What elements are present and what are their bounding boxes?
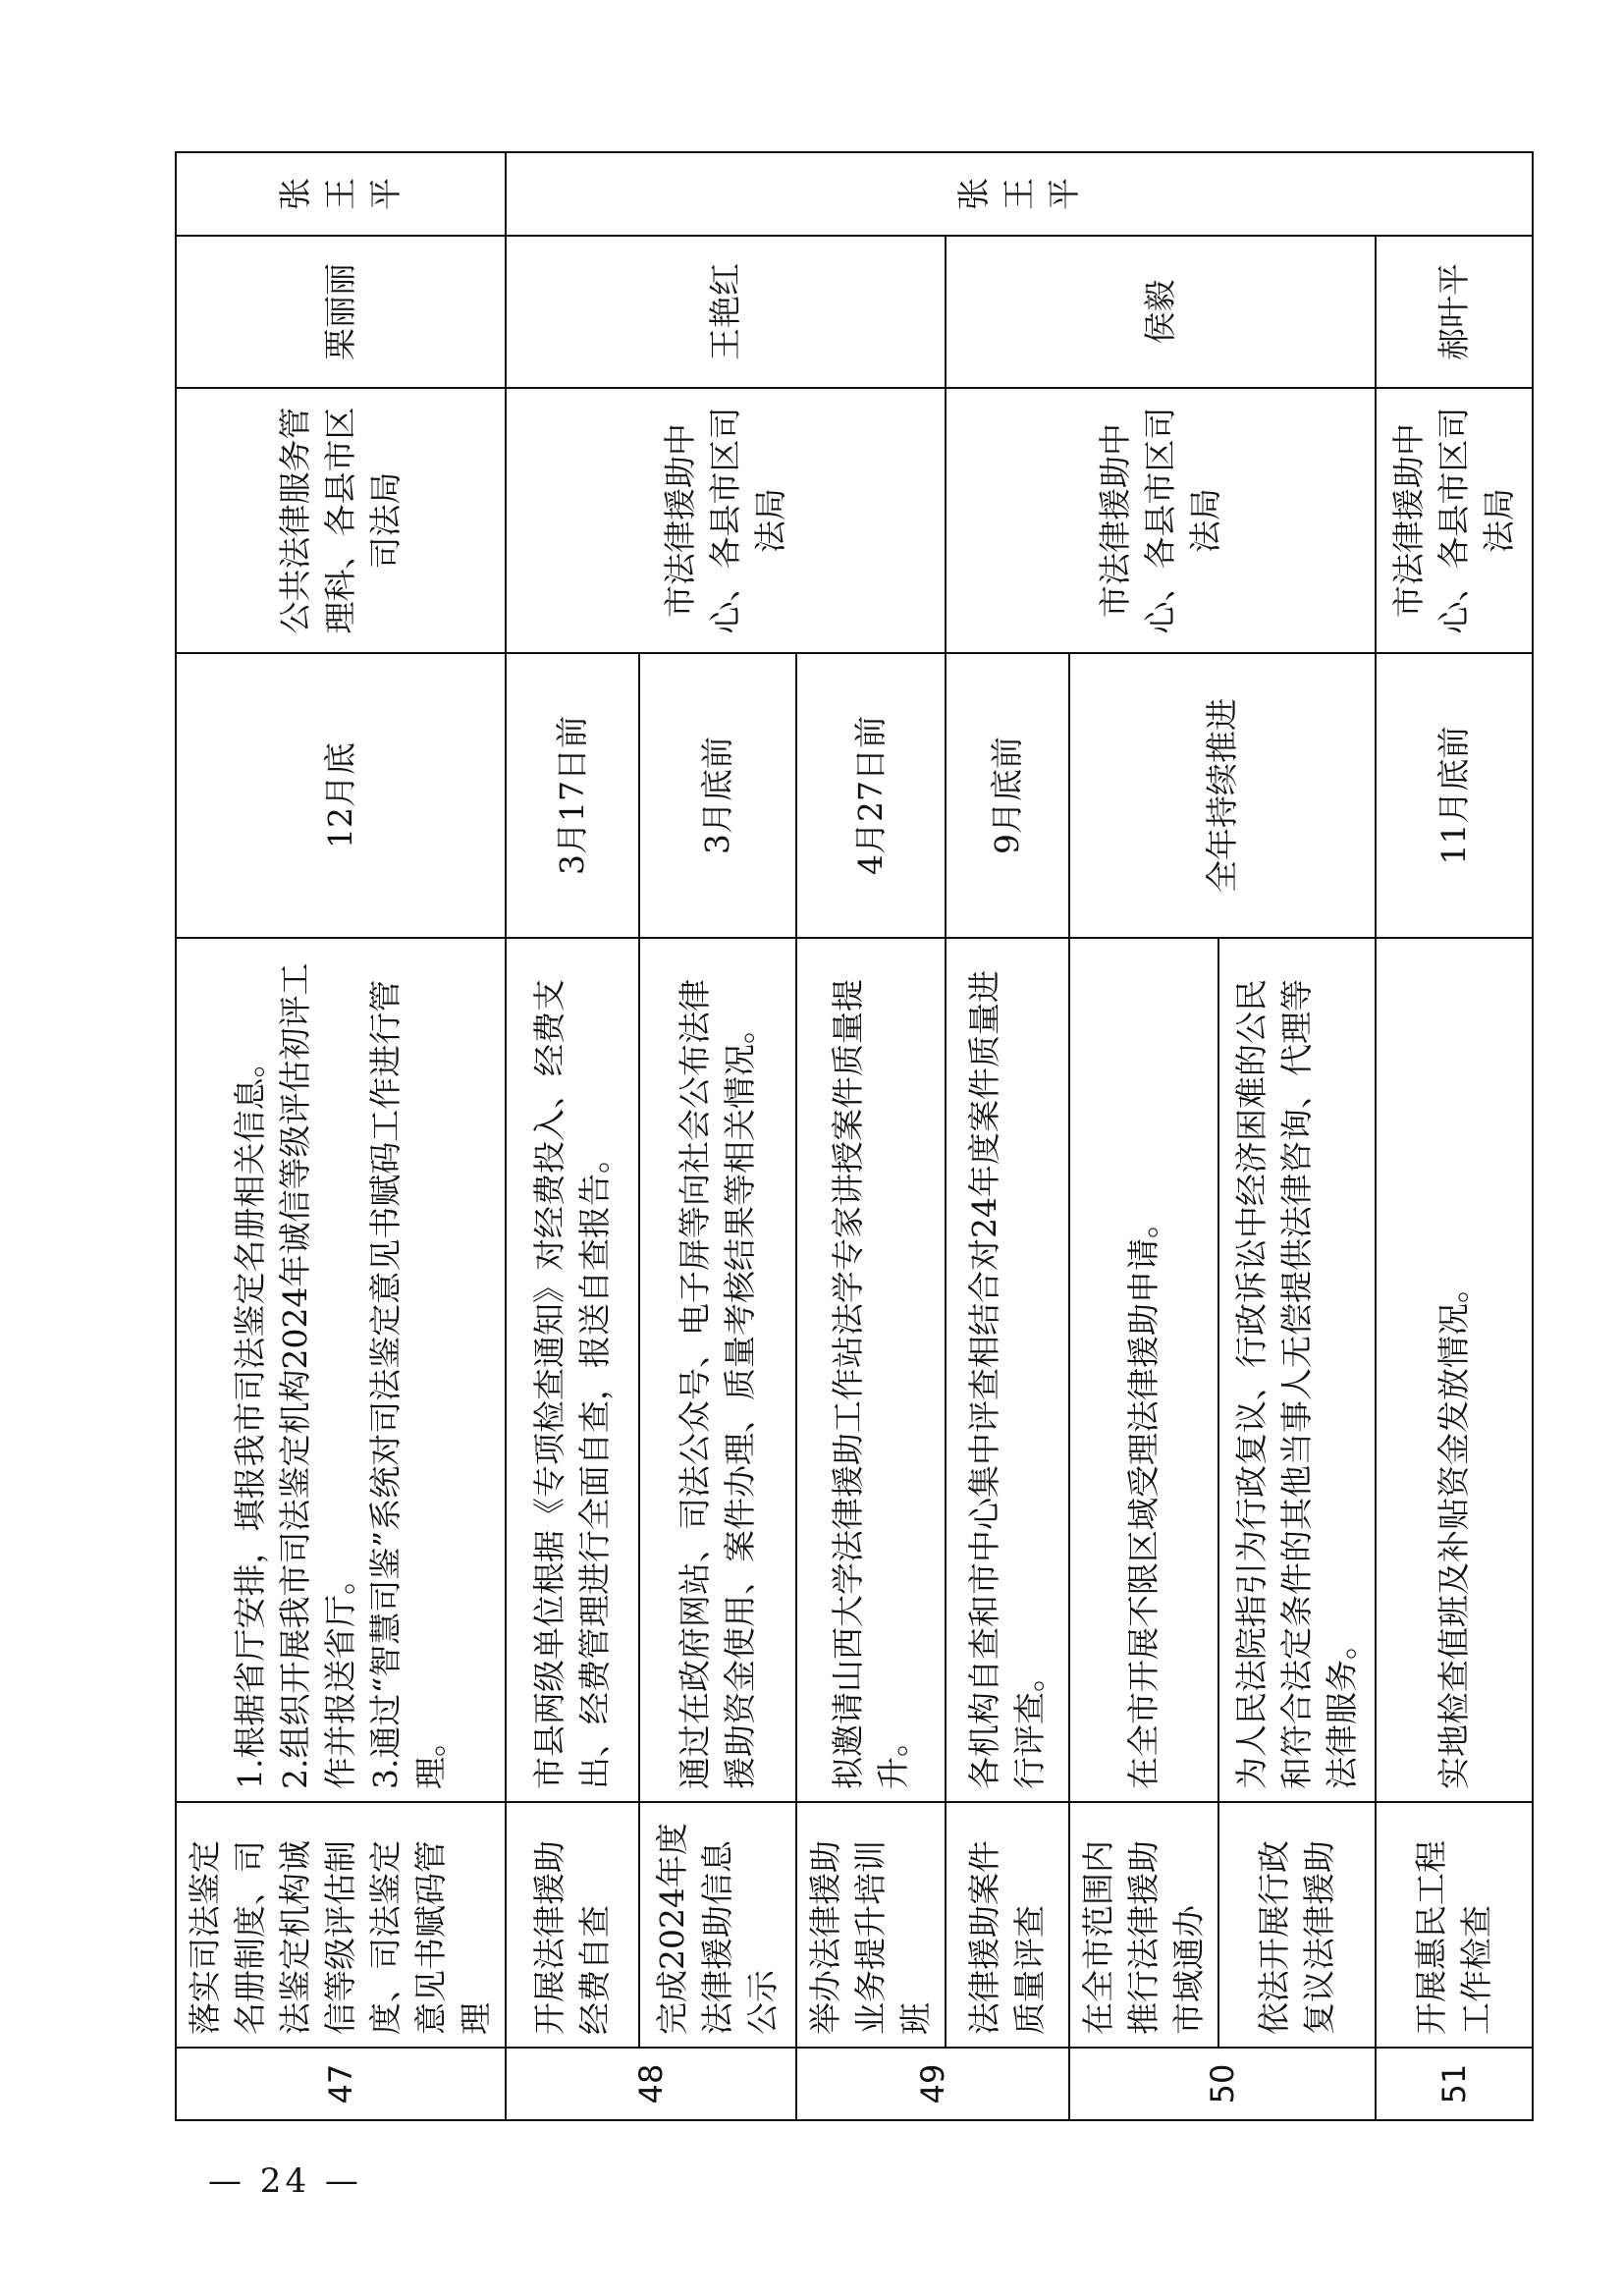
deadline-cell: 9月底前 [946,653,1069,938]
task-table-rotated [175,153,1518,2121]
table-row-47 [176,152,506,2120]
deadline-cell: 4月27日前 [796,653,946,938]
task-cell: 在全市范围内推行法律援助市域通办 [1069,1802,1218,2048]
deadline-cell: 3月底前 [639,653,796,938]
responsible-cell: 郝叶平 [1376,236,1533,388]
task-cell: 落实司法鉴定名册制度、司法鉴定机构诚信等级评估制度、司法鉴定意见书赋码管理 [176,1802,506,2048]
table-row-48a [506,152,639,2120]
content-line: 2.组织开展我市司法鉴定机构2024年诚信等级评估初评工作并报送省厅。 [276,962,359,1789]
row-number: 50 [1069,2048,1376,2120]
deadline-cell: 12月底 [176,653,506,938]
content-cell: 为人民法院指引为行政复议、行政诉讼中经济困难的公民和符合法定条件的其他当事人无偿提供法律咨询、代理等法律服务。 [1218,938,1376,1802]
leader-cell: 张王平 [176,152,506,236]
unit-cell: 公共法律服务管理科、各县市区司法局 [176,388,506,653]
task-table [175,151,1534,2121]
content-cell: 各机构自查和市中心集中评查相结合对24年度案件质量进行评查。 [946,938,1069,1802]
row-number: 48 [506,2048,796,2120]
deadline-cell: 11月底前 [1376,653,1533,938]
task-cell: 开展法律援助经费自查 [506,1802,639,2048]
table-row-51 [1376,152,1533,2120]
content-cell: 实地检查值班及补贴资金发放情况。 [1376,938,1533,1802]
deadline-cell: 3月17日前 [506,653,639,938]
content-line: 1.根据省厅安排，填报我市司法鉴定名册相关信息。 [231,1045,269,1789]
task-cell: 开展惠民工程工作检查 [1376,1802,1533,2048]
content-cell: 拟邀请山西大学法律援助工作站法学专家讲授案件质量提升。 [796,938,946,1802]
unit-cell: 市法律援助中心、各县市区司法局 [1376,388,1533,653]
task-cell: 法律援助案件质量评查 [946,1802,1069,2048]
unit-cell: 市法律援助中心、各县市区司法局 [506,388,946,653]
content-cell [176,938,506,1802]
content-line: 3.通过“智慧司鉴”系统对司法鉴定意见书赋码工作进行管理。 [366,979,450,1789]
row-number: 51 [1376,2048,1533,2120]
row-number: 47 [176,2048,506,2120]
leader-cell: 张王平 [506,152,1533,236]
responsible-cell: 栗丽丽 [176,236,506,388]
task-cell: 举办法律援助业务提升培训班 [796,1802,946,2048]
task-cell: 完成2024年度法律援助信息公示 [639,1802,796,2048]
responsible-cell: 王艳红 [506,236,946,388]
task-cell: 依法开展行政复议法律援助 [1218,1802,1376,2048]
unit-cell: 市法律援助中心、各县市区司法局 [946,388,1376,653]
table-row-49b [946,152,1069,2120]
row-number: 49 [796,2048,1069,2120]
content-cell: 市县两级单位根据《专项检查通知》对经费投入、经费支出、经费管理进行全面自查，报送自查报告。 [506,938,639,1802]
responsible-cell: 侯毅 [946,236,1376,388]
content-cell: 通过在政府网站、司法公众号、电子屏等向社会公布法律援助资金使用、案件办理、质量考核结果等相关情况。 [639,938,796,1802]
deadline-cell: 全年持续推进 [1069,653,1376,938]
page-number: — 24 — [208,2161,362,2201]
content-cell: 在全市开展不限区域受理法律援助申请。 [1069,938,1218,1802]
